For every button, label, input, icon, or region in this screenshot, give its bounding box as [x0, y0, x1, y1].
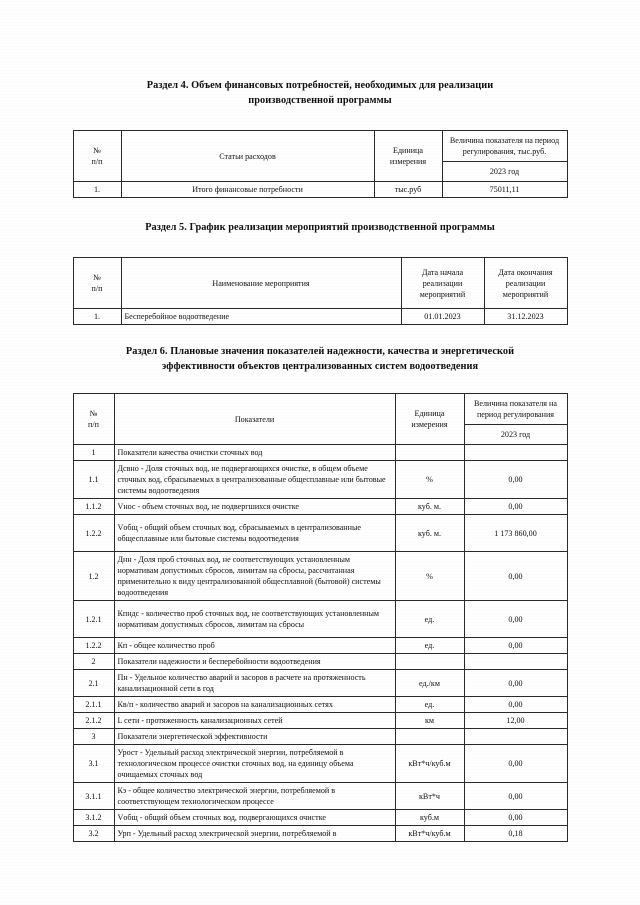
header-year: 2023 год: [442, 162, 567, 182]
row-value: 0,18: [464, 826, 567, 842]
header-unit-line-1: Единица: [393, 146, 423, 155]
header-year: 2023 год: [464, 425, 567, 445]
row-unit: куб.м: [395, 810, 464, 826]
header-end-line-3: мероприятий: [502, 289, 549, 299]
table-header-row: [73, 258, 567, 309]
table-row: [73, 515, 567, 552]
header-unit: [395, 394, 464, 445]
header-unit-line-1: Единица: [414, 409, 445, 418]
row-value: [464, 729, 567, 745]
row-indicator: L сети - протяженность канализационных сетей: [114, 713, 395, 729]
row-unit: ед.: [395, 601, 464, 638]
row-number: 2.1: [73, 670, 114, 697]
row-group-title: Показатели энергетической эффективности: [114, 729, 395, 745]
header-num-line-2: п/п: [88, 420, 99, 429]
row-number: 1: [73, 445, 114, 461]
row-unit: [395, 654, 464, 670]
row-value: 0,00: [464, 810, 567, 826]
row-indicator: Урп - Удельный расход электрической энергии, потребляемой в: [114, 826, 395, 842]
row-value: 0,00: [464, 745, 567, 783]
row-value: [464, 445, 567, 461]
table-row: [73, 810, 567, 826]
row-value: 0,00: [464, 697, 567, 713]
header-value: [442, 131, 567, 162]
row-number: 3: [73, 729, 114, 745]
section-4-title-line-2: производственной программы: [248, 95, 392, 106]
row-indicator: Урост - Удельный расход электрической энергии, потребляемой в технологическом процессе очистки сточных вод, на единицу объема очищаемых сточных вод: [114, 745, 395, 783]
row-value: 0,00: [464, 552, 567, 601]
row-number: 1.1: [73, 461, 114, 499]
header-num: [73, 131, 121, 182]
header-value: [464, 394, 567, 425]
row-unit: ед.: [395, 638, 464, 654]
section-5-table: [73, 257, 568, 325]
header-unit-line-2: измерения: [389, 157, 427, 166]
table-row: [73, 670, 567, 697]
header-unit-line-2: измерения: [411, 420, 448, 429]
header-num: [73, 258, 121, 309]
table-row: [73, 654, 567, 670]
top-margin: [0, 0, 640, 78]
row-indicator: Пн - Удельное количество аварий и засоров в расчете на протяженность канализационной сети в год: [114, 670, 395, 697]
row-number: 1.2: [73, 552, 114, 601]
table-row: [73, 783, 567, 810]
table-row: [73, 826, 567, 842]
row-number: 3.2: [73, 826, 114, 842]
row-unit: %: [395, 461, 464, 499]
row-value: 1 173 860,00: [464, 515, 567, 552]
row-unit: кВт*ч/куб.м: [395, 745, 464, 783]
row-unit: [395, 729, 464, 745]
row-indicator: Кп - общее количество проб: [114, 638, 395, 654]
row-number: 1.: [73, 182, 121, 198]
header-event-name: Наименование мероприятия: [121, 258, 401, 309]
row-number: 3.1: [73, 745, 114, 783]
spacer-before-section-6: [0, 325, 640, 344]
header-num-line-2: п/п: [91, 284, 103, 293]
row-value: 0,00: [464, 638, 567, 654]
row-number: 1.: [73, 309, 121, 325]
row-indicator: Дсвно - Доля сточных вод, не подвергающихся очистке, в общем объеме сточных вод, сбрасываемых в централизованные общесплавные или бытовые системы водоотведения: [114, 461, 395, 499]
row-unit: тыс.руб: [374, 182, 442, 198]
row-unit: кВт*ч: [395, 783, 464, 810]
section-6-title: [0, 344, 640, 374]
section-5-title: [0, 220, 640, 235]
row-number: 2: [73, 654, 114, 670]
header-end-line-1: Дата окончания: [498, 267, 553, 277]
row-group-title: Показатели надежности и бесперебойности водоотведения: [114, 654, 395, 670]
row-end-date: 31.12.2023: [484, 309, 567, 325]
table-row: [73, 697, 567, 713]
header-end-line-2: реализации: [505, 278, 546, 288]
row-unit: куб. м.: [395, 499, 464, 515]
row-indicator: Кпндс - количество проб сточных вод, не соответствующих установленным нормативам допустимых сбросов, лимитам на сбросы: [114, 601, 395, 638]
row-indicator: Кв/п - количество аварий и засоров на канализационных сетях: [114, 697, 395, 713]
table-row: [73, 601, 567, 638]
table-row: [73, 445, 567, 461]
table-row: [73, 552, 567, 601]
row-value: 0,00: [464, 670, 567, 697]
row-group-title: Показатели качества очистки сточных вод: [114, 445, 395, 461]
header-num: [73, 394, 114, 445]
row-number: 1.2.1: [73, 601, 114, 638]
row-number: 2.1.2: [73, 713, 114, 729]
header-indicators: Показатели: [114, 394, 395, 445]
row-value: [464, 654, 567, 670]
table-row: [73, 729, 567, 745]
row-value: 0,00: [464, 499, 567, 515]
header-num-line-1: №: [89, 409, 98, 418]
table-row: [73, 461, 567, 499]
row-number: 2.1.1: [73, 697, 114, 713]
row-value: 0,00: [464, 601, 567, 638]
spacer-after-section-6-title: [0, 374, 640, 393]
header-start-line-1: Дата начала: [421, 267, 464, 277]
row-unit: куб. м.: [395, 515, 464, 552]
table-row: [73, 182, 567, 198]
section-6-title-line-2: эффективности объектов централизованных систем водоотведения: [161, 361, 479, 372]
table-header-row: [73, 394, 567, 425]
table-row: [73, 713, 567, 729]
header-start-date: [401, 258, 484, 309]
section-5-title-line-1: Раздел 5. График реализации мероприятий производственной программы: [145, 222, 495, 233]
section-4-title: [0, 78, 640, 108]
header-value-line-2: регулирования, тыс.руб.: [462, 147, 547, 156]
row-value: 75011,11: [442, 182, 567, 198]
row-unit: %: [395, 552, 464, 601]
spacer-before-section-5: [0, 198, 640, 220]
row-indicator: Днн - Доля проб сточных вод, не соответствующих установленным нормативам допустимых сбросов, лимитам на сбросы, рассчитанная применительно к виду централизованной общесплавной (бытовой) системы водоотведения: [114, 552, 395, 601]
spacer-after-section-4-title: [0, 108, 640, 130]
row-indicator: Vобщ - общий объем сточных вод, подвергающихся очистке: [114, 810, 395, 826]
header-unit: [374, 131, 442, 182]
section-6-table: [73, 393, 568, 842]
spacer-after-section-5-title: [0, 235, 640, 257]
row-indicator: Кэ - общее количество электрической энергии, потребляемой в соответствующем технологическом процессе: [114, 783, 395, 810]
row-value: 0,00: [464, 461, 567, 499]
header-value-line-1: Величина показателя на период: [449, 136, 560, 145]
row-unit: ед.: [395, 697, 464, 713]
table-row: [73, 309, 567, 325]
table-header-row: [73, 131, 567, 162]
row-number: 1.2.2: [73, 638, 114, 654]
section-6-title-line-1: Раздел 6. Плановые значения показателей надежности, качества и энергетической: [125, 346, 515, 357]
row-unit: [395, 445, 464, 461]
section-6-table-body: [73, 445, 567, 842]
table-row: [73, 499, 567, 515]
header-end-date: [484, 258, 567, 309]
row-start-date: 01.01.2023: [401, 309, 484, 325]
row-value: 12,00: [464, 713, 567, 729]
row-unit: ед./км: [395, 670, 464, 697]
row-number: 3.1.1: [73, 783, 114, 810]
row-unit: кВт*ч/куб.м: [395, 826, 464, 842]
row-unit: км: [395, 713, 464, 729]
header-num-line-1: №: [93, 146, 101, 155]
row-number: 1.1.2: [73, 499, 114, 515]
row-number: 1.2.2: [73, 515, 114, 552]
table-row: [73, 638, 567, 654]
header-start-line-2: реализации: [422, 278, 463, 288]
header-num-line-1: №: [93, 273, 101, 282]
row-value: 0,00: [464, 783, 567, 810]
row-indicator: Vобщ - общий объем сточных вод, сбрасываемых в централизованные общесплавные или бытовые системы водоотведения: [114, 515, 395, 552]
row-number: 3.1.2: [73, 810, 114, 826]
section-6-table-head: [73, 394, 567, 445]
header-expense-items: Статьи расходов: [121, 131, 374, 182]
row-expense-item: Итого финансовые потребности: [121, 182, 374, 198]
header-num-line-2: п/п: [91, 157, 103, 166]
header-value-line-1: Величина показателя на: [474, 399, 557, 408]
table-row: [73, 745, 567, 783]
section-4-title-line-1: Раздел 4. Объем финансовых потребностей, необходимых для реализации: [146, 80, 494, 91]
header-value-line-2: период регулирования: [476, 410, 555, 419]
header-start-line-3: мероприятий: [419, 289, 466, 299]
section-4-table: [73, 130, 568, 198]
row-event-name: Бесперебойное водоотведение: [121, 309, 401, 325]
row-indicator: Vнос - объем сточных вод, не подвергшихся очистке: [114, 499, 395, 515]
